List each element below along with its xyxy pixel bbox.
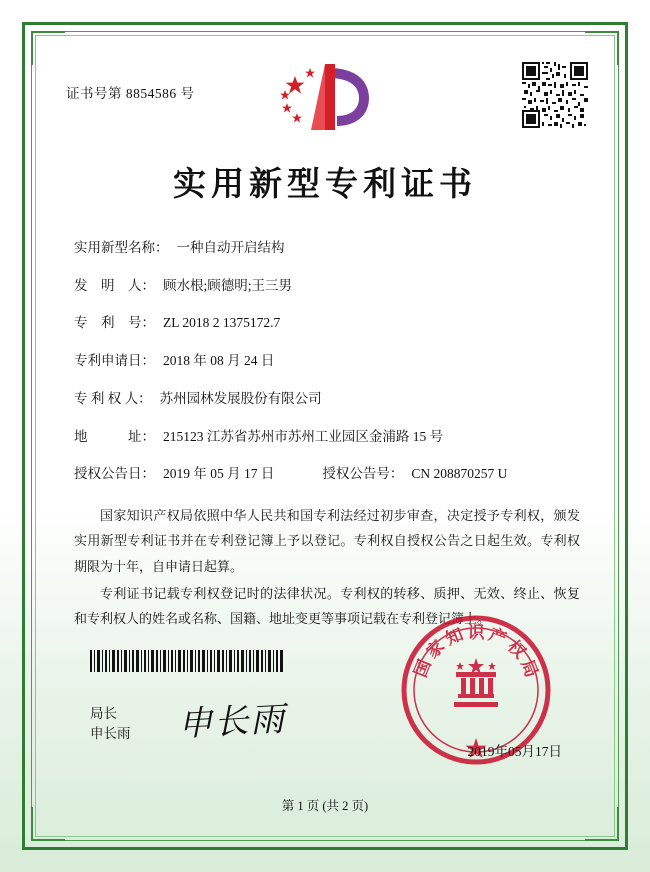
grant-number-group bbox=[322, 465, 507, 483]
director-title: 局长 bbox=[90, 705, 117, 721]
certificate-content bbox=[52, 50, 598, 822]
field-label: 专利申请日： bbox=[74, 353, 155, 369]
legal-paragraph-2: 专利证书记载专利权登记时的法律状况。专利权的转移、质押、无效、终止、恢复和专利权人的姓名或名称、国籍、地址变更等事项记载在专利登记簿上。 bbox=[74, 586, 580, 627]
svg-text:知: 知 bbox=[443, 624, 466, 649]
signature-block bbox=[90, 700, 390, 745]
field-value: ZL 2018 2 1375172.7 bbox=[163, 315, 281, 331]
grant-number-label: 授权公告号： bbox=[322, 466, 404, 482]
grant-date-label: 授权公告日： bbox=[74, 466, 155, 482]
field-label: 专 利 权 人： bbox=[74, 390, 152, 406]
seal-date: 2019年05月17日 bbox=[467, 744, 562, 759]
svg-text:权: 权 bbox=[503, 636, 530, 663]
field-row-inventors bbox=[74, 277, 588, 295]
qr-code bbox=[522, 62, 588, 128]
field-value: 顾水根;顾德明;王三男 bbox=[163, 277, 293, 293]
field-row-patent-number bbox=[74, 314, 588, 332]
field-value: 215123 江苏省苏州市苏州工业园区金浦路 15 号 bbox=[163, 428, 444, 444]
svg-text:国: 国 bbox=[410, 657, 435, 680]
handwritten-signature: 申长雨 bbox=[177, 700, 288, 744]
svg-text:产: 产 bbox=[486, 624, 509, 649]
page-footer: 第 1 页 (共 2 页) bbox=[281, 799, 369, 813]
legal-paragraph-1: 国家知识产权局依照中华人民共和国专利法经过初步审查，决定授予专利权，颁发实用新型专利证书并在专利登记簿上予以登记。专利权自授权公告之日起生效。专利权期限为十年，自申请日起算。 bbox=[74, 508, 580, 574]
field-row-grant-announcement bbox=[74, 465, 588, 483]
field-label: 发 明 人： bbox=[74, 277, 155, 293]
field-row-utility-model-name bbox=[74, 239, 588, 257]
field-list bbox=[52, 239, 598, 484]
page-title: 实用新型专利证书 bbox=[173, 167, 477, 203]
cnipa-emblem-icon bbox=[265, 58, 385, 142]
svg-text:识: 识 bbox=[467, 623, 485, 642]
field-label: 专 利 号： bbox=[74, 315, 155, 331]
field-label: 地 址： bbox=[74, 428, 155, 444]
grant-number-value: CN 208870257 U bbox=[411, 466, 508, 482]
director-name: 申长雨 bbox=[90, 725, 131, 741]
field-row-patentee bbox=[74, 390, 588, 408]
certificate-header bbox=[52, 50, 598, 146]
field-value: 一种自动开启结构 bbox=[176, 240, 285, 255]
field-row-address bbox=[74, 428, 588, 446]
field-row-application-date bbox=[74, 352, 588, 370]
certificate-number: 证书号第 8854586 号 bbox=[66, 86, 195, 101]
field-label: 实用新型名称： bbox=[74, 240, 169, 255]
field-value: 2018 年 08 月 24 日 bbox=[163, 353, 275, 369]
svg-text:家: 家 bbox=[422, 636, 449, 663]
field-value: 苏州园林发展股份有限公司 bbox=[159, 390, 322, 406]
svg-text:局: 局 bbox=[517, 657, 542, 680]
barcode bbox=[90, 650, 285, 672]
grant-date-value: 2019 年 05 月 17 日 bbox=[163, 466, 275, 482]
